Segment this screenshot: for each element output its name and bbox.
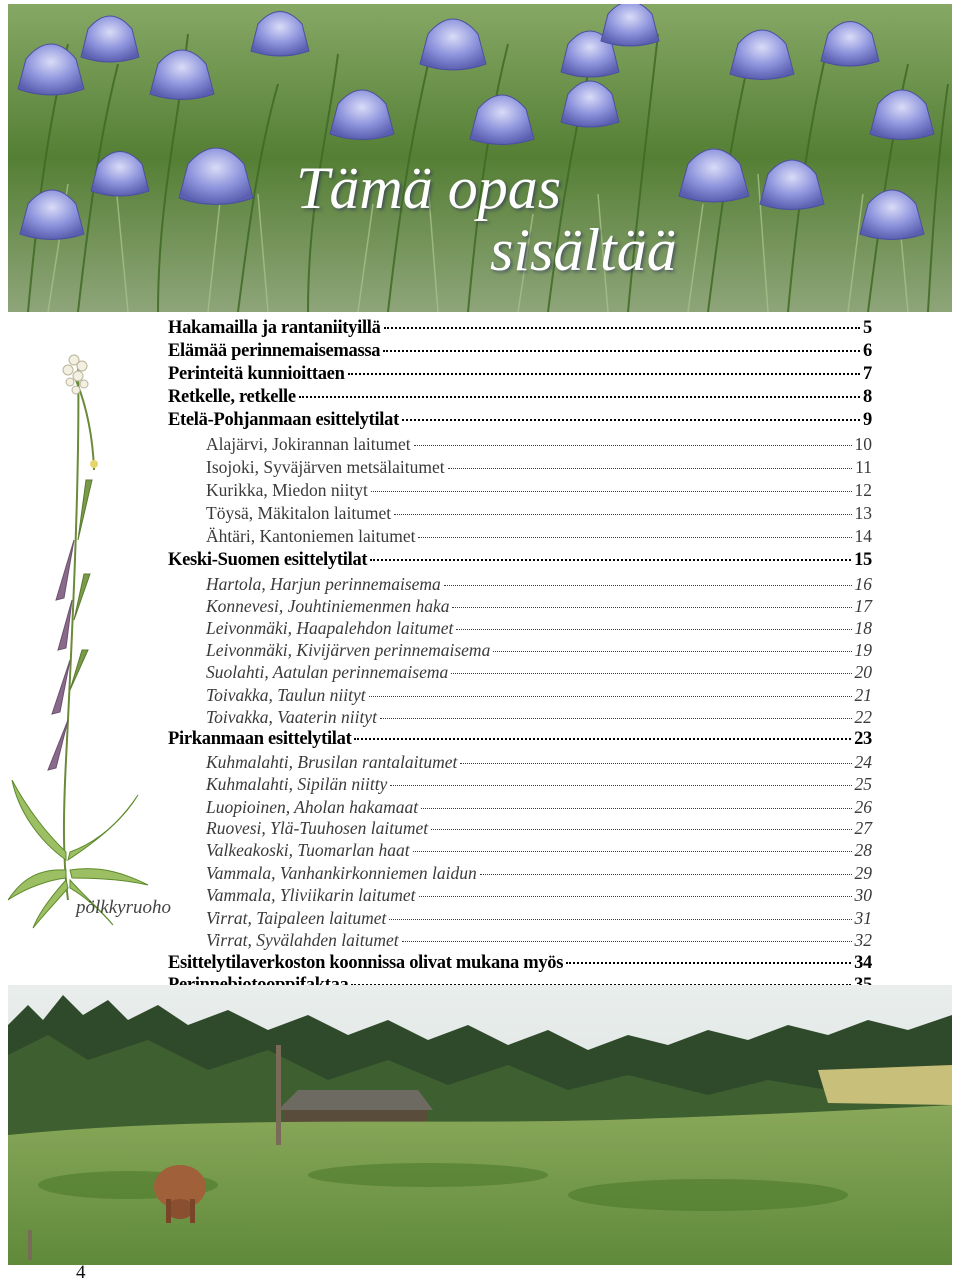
toc-entry-page: 19 — [854, 640, 872, 660]
toc-entry-title: Ruovesi, Ylä-Tuuhosen laitumet — [206, 818, 429, 838]
toc-entry — [168, 318, 872, 340]
toc-entry-page: 10 — [854, 434, 872, 454]
toc-entry-title: Konnevesi, Jouhtiniemenmen haka — [206, 596, 450, 616]
toc-entry-title: Keski-Suomen esittelytilat — [168, 550, 368, 570]
toc-entry — [168, 752, 872, 774]
toc-entry-title: Kuhmalahti, Sipilän niitty — [206, 774, 388, 794]
toc-entry-title: Töysä, Mäkitalon laitumet — [206, 503, 392, 523]
toc-entry — [168, 797, 872, 819]
banner-photo — [8, 4, 952, 312]
toc-entry — [168, 434, 872, 456]
toc-entry-page: 21 — [854, 685, 872, 705]
toc-leader-dots — [394, 514, 851, 515]
toc-entry-page: 14 — [854, 526, 872, 546]
toc-entry — [168, 387, 872, 409]
toc-leader-dots — [414, 445, 852, 446]
toc-entry — [168, 550, 872, 572]
toc-entry-page: 15 — [854, 550, 872, 570]
toc-entry-title: Alajärvi, Jokirannan laitumet — [206, 434, 411, 454]
toc-entry-title: Hakamailla ja rantaniityillä — [168, 318, 381, 338]
toc-leader-dots — [431, 829, 851, 830]
toc-entry — [168, 818, 872, 840]
toc-leader-dots — [418, 537, 851, 538]
toc-leader-dots — [384, 327, 860, 329]
toc-entry-title: Esittelytilaverkoston koonnissa olivat mukana myös — [168, 953, 564, 973]
toc-entry-page: 26 — [854, 797, 872, 817]
toc-entry-page: 27 — [854, 818, 872, 838]
toc-leader-dots — [413, 851, 852, 852]
toc-entry-page: 30 — [854, 885, 872, 905]
toc-leader-dots — [566, 962, 851, 964]
toc-entry — [168, 662, 872, 684]
title-line-2: sisältää — [490, 217, 677, 283]
toc-entry — [168, 863, 872, 885]
toc-entry-title: Perinteitä kunnioittaen — [168, 364, 345, 384]
toc-entry-page: 16 — [854, 574, 872, 594]
toc-entry-title: Virrat, Taipaleen laitumet — [206, 908, 387, 928]
toc-entry-title: Isojoki, Syväjärven metsälaitumet — [206, 457, 445, 477]
toc-entry-title: Suolahti, Aatulan perinnemaisema — [206, 662, 449, 682]
toc-entry-page: 32 — [854, 930, 872, 950]
toc-leader-dots — [369, 696, 852, 697]
page-number: 4 — [76, 1262, 86, 1283]
toc-leader-dots — [383, 350, 860, 352]
toc-leader-dots — [452, 607, 851, 608]
toc-leader-dots — [371, 491, 852, 492]
plant-drawing — [8, 340, 158, 930]
toc-entry — [168, 526, 872, 548]
toc-entry-title: Toivakka, Vaaterin niityt — [206, 707, 377, 727]
toc-entry — [168, 707, 872, 729]
toc-leader-dots — [370, 559, 851, 561]
toc-leader-dots — [444, 585, 852, 586]
toc-entry — [168, 685, 872, 707]
toc-entry-page: 11 — [855, 457, 872, 477]
toc-entry-page: 6 — [863, 341, 872, 361]
toc-entry-title: Retkelle, retkelle — [168, 387, 296, 407]
toc-entry-page: 17 — [854, 596, 872, 616]
toc-entry — [168, 729, 872, 751]
landscape-photo — [8, 985, 952, 1265]
toc-entry-title: Kurikka, Miedon niityt — [206, 480, 368, 500]
toc-entry — [168, 930, 872, 952]
toc-entry-page: 18 — [854, 618, 872, 638]
toc-leader-dots — [390, 785, 851, 786]
toc-leader-dots — [389, 919, 851, 920]
toc-leader-dots — [451, 673, 851, 674]
toc-entry-page: 29 — [854, 863, 872, 883]
toc-entry — [168, 480, 872, 502]
toc-leader-dots — [456, 629, 851, 630]
toc-leader-dots — [402, 941, 852, 942]
title-line-1: Tämä opas — [296, 155, 562, 221]
toc-entry-title: Etelä-Pohjanmaan esittelytilat — [168, 410, 399, 430]
toc-entry — [168, 618, 872, 640]
toc-entry-page: 7 — [863, 364, 872, 384]
toc-entry-title: Vammala, Yliviikarin laitumet — [206, 885, 416, 905]
toc-entry — [168, 908, 872, 930]
landscape-illustration — [8, 985, 952, 1265]
toc-entry — [168, 774, 872, 796]
toc-leader-dots — [460, 763, 851, 764]
toc-leader-dots — [402, 419, 860, 421]
toc-entry — [168, 840, 872, 862]
toc-entry-title: Pirkanmaan esittelytilat — [168, 729, 352, 749]
toc-leader-dots — [419, 896, 852, 897]
toc-entry-title: Virrat, Syvälahden laitumet — [206, 930, 399, 950]
toc-entry — [168, 364, 872, 386]
toc-entry — [168, 410, 872, 432]
toc-leader-dots — [380, 718, 852, 719]
toc-entry — [168, 596, 872, 618]
toc-entry-page: 8 — [863, 387, 872, 407]
toc-entry-title: Vammala, Vanhankirkonniemen laidun — [206, 863, 477, 883]
toc-entry-title: Ähtäri, Kantoniemen laitumet — [206, 526, 416, 546]
toc-entry-page: 23 — [854, 729, 872, 749]
toc-entry — [168, 574, 872, 596]
toc-entry — [168, 953, 872, 975]
toc-entry-title: Valkeakoski, Tuomarlan haat — [206, 840, 410, 860]
plant-illustration — [8, 340, 158, 930]
toc-entry-page: 9 — [863, 410, 872, 430]
toc-entry-title: Luopioinen, Aholan hakamaat — [206, 797, 419, 817]
toc-entry-page: 20 — [854, 662, 872, 682]
toc-entry-page: 34 — [854, 953, 872, 973]
plant-caption: pölkkyruoho — [76, 897, 171, 918]
toc-entry-page: 25 — [854, 774, 872, 794]
toc-entry — [168, 885, 872, 907]
toc-leader-dots — [348, 373, 860, 375]
toc-entry-title: Toivakka, Taulun niityt — [206, 685, 366, 705]
toc-leader-dots — [421, 808, 851, 809]
toc-entry-page: 12 — [854, 480, 872, 500]
toc-leader-dots — [493, 651, 851, 652]
toc-leader-dots — [480, 874, 852, 875]
toc-entry-page: 13 — [854, 503, 872, 523]
toc-entry-title: Hartola, Harjun perinnemaisema — [206, 574, 441, 594]
toc-entry-title: Leivonmäki, Haapalehdon laitumet — [206, 618, 454, 638]
toc-leader-dots — [354, 738, 851, 740]
toc-entry — [168, 503, 872, 525]
toc-leader-dots — [299, 396, 860, 398]
toc-entry — [168, 457, 872, 479]
toc-entry-page: 22 — [854, 707, 872, 727]
toc-entry — [168, 640, 872, 662]
toc-entry-title: Leivonmäki, Kivijärven perinnemaisema — [206, 640, 491, 660]
toc-entry-title: Kuhmalahti, Brusilan rantalaitumet — [206, 752, 458, 772]
toc-entry-page: 5 — [863, 318, 872, 338]
bellflower-illustration — [8, 4, 952, 312]
toc-entry-page: 28 — [854, 840, 872, 860]
toc-entry-title: Elämää perinnemaisemassa — [168, 341, 381, 361]
toc-entry-page: 24 — [854, 752, 872, 772]
toc-entry — [168, 341, 872, 363]
toc-entry-page: 31 — [854, 908, 872, 928]
toc-leader-dots — [448, 468, 853, 469]
